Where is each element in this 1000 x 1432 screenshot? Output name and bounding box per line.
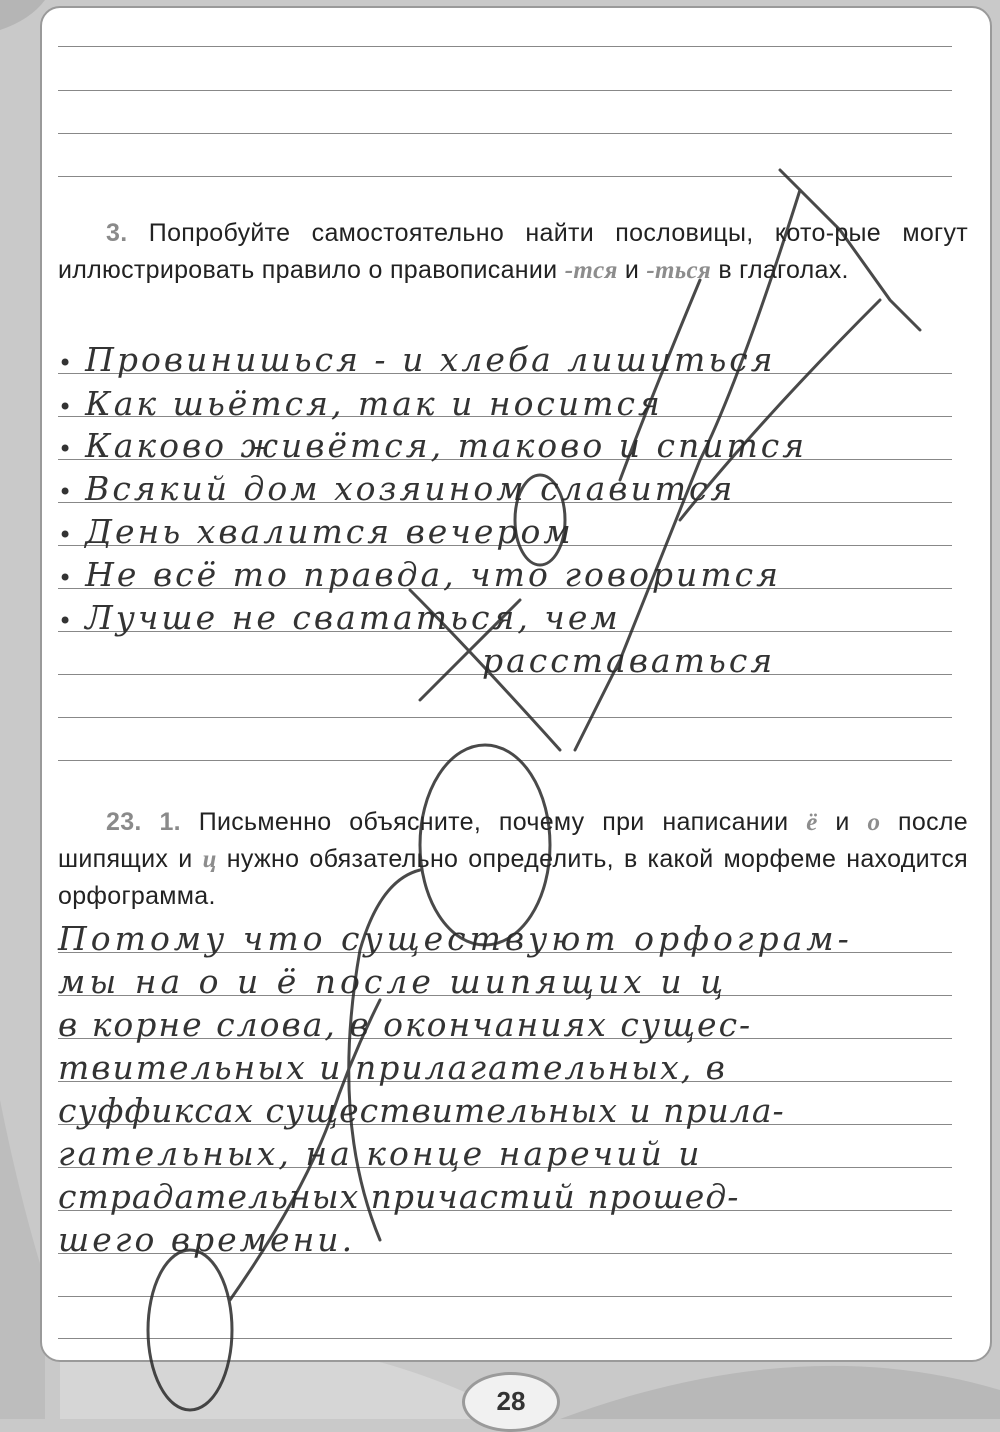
handwritten-proverb-continuation: расставаться [482, 641, 776, 680]
handwritten-proverb: • Лучше не свататься, чем [58, 598, 621, 637]
letter-o: о [867, 809, 881, 836]
task-text: нужно обязательно определить, в какой морфеме находится орфограмма. [58, 845, 968, 910]
ruled-line [58, 717, 952, 718]
task-text: и [617, 256, 647, 284]
letter-ts: ц [202, 846, 217, 873]
handwritten-proverb: • День хвалится вечером [58, 512, 574, 551]
handwritten-answer-line: страдательных причастий прошед- [58, 1177, 740, 1216]
handwritten-proverb: • Всякий дом хозяином славится [58, 469, 736, 508]
handwritten-answer-line: шего времени. [58, 1220, 356, 1259]
handwritten-proverb: • Как шьётся, так и носится [58, 384, 663, 423]
handwritten-answer-line: суффиксах существительных и прила- [58, 1091, 785, 1130]
ruled-line [58, 176, 952, 177]
handwritten-answer-line: твительных и прилагательных, в [58, 1048, 727, 1087]
workbook-page [40, 6, 992, 1362]
task-number: 23. 1. [106, 808, 181, 836]
handwritten-proverb: • Каково живётся, таково и спится [58, 426, 808, 465]
suffix-tsya: -тся [564, 257, 618, 284]
page-number: 28 [496, 1386, 526, 1416]
task-text: в глаголах. [711, 256, 849, 284]
suffix-tsya-soft: -ться [646, 257, 712, 284]
handwritten-proverb: • Провинишься - и хлеба лишиться [58, 340, 776, 379]
ruled-line [58, 46, 952, 47]
ruled-line [58, 133, 952, 134]
ruled-line [58, 1296, 952, 1297]
task-number: 3. [106, 219, 128, 247]
letter-yo: ё [806, 809, 818, 836]
task-text: после шипящих и [58, 808, 968, 873]
task-text: Попробуйте самостоятельно найти пословицы, кото-рые могут иллюстрировать правило о правописании [58, 219, 968, 284]
task-text: и [817, 808, 868, 836]
task-23-1-prompt [58, 804, 968, 915]
task-3-prompt [58, 215, 968, 289]
handwritten-answer-line: Потому что существуют орфограм- [58, 919, 853, 958]
handwritten-proverb: • Не всё то правда, что говорится [58, 555, 781, 594]
ruled-line [58, 760, 952, 761]
ruled-line [58, 90, 952, 91]
ruled-line [58, 1338, 952, 1339]
handwritten-answer-line: гательных, на конце наречий и [58, 1134, 703, 1173]
handwritten-answer-line: в корне слова, в окончаниях сущес- [58, 1005, 753, 1044]
task-text: Письменно объясните, почему при написании [198, 808, 807, 836]
handwritten-answer-line: мы на о и ё после шипящих и ц [58, 962, 728, 1001]
